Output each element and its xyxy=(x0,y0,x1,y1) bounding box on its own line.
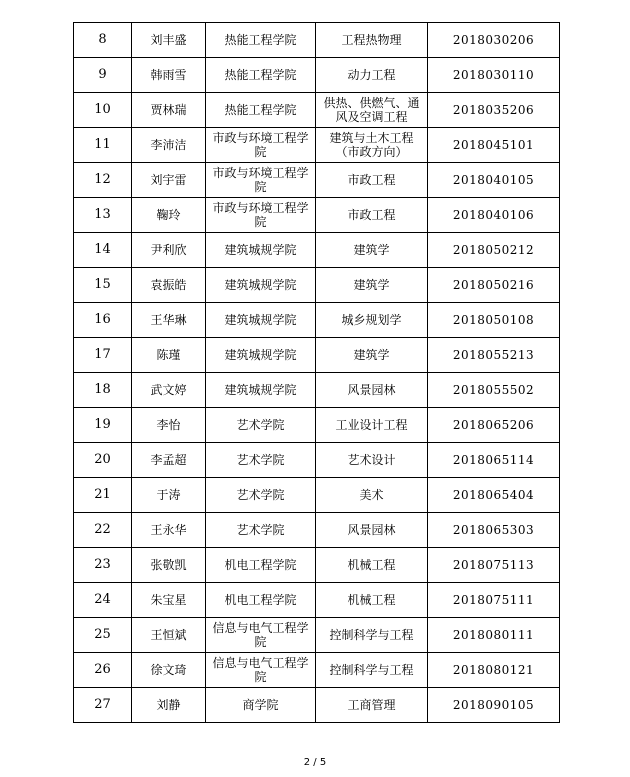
row-number: 24 xyxy=(74,583,132,618)
major-name: 供热、供燃气、通风及空调工程 xyxy=(316,93,428,128)
student-id: 2018035206 xyxy=(428,93,560,128)
major-name: 风景园林 xyxy=(316,513,428,548)
college-name: 建筑城规学院 xyxy=(206,338,316,373)
student-id: 2018090105 xyxy=(428,688,560,723)
table-row xyxy=(74,163,560,198)
table-row xyxy=(74,443,560,478)
student-name: 徐文琦 xyxy=(132,653,206,688)
row-number: 21 xyxy=(74,478,132,513)
major-name: 风景园林 xyxy=(316,373,428,408)
row-number: 12 xyxy=(74,163,132,198)
student-id: 2018075111 xyxy=(428,583,560,618)
college-name: 市政与环境工程学院 xyxy=(206,163,316,198)
major-name: 建筑与土木工程（市政方向） xyxy=(316,128,428,163)
table-row xyxy=(74,653,560,688)
row-number: 8 xyxy=(74,23,132,58)
student-name: 尹利欣 xyxy=(132,233,206,268)
major-name: 工业设计工程 xyxy=(316,408,428,443)
student-id: 2018040106 xyxy=(428,198,560,233)
student-id: 2018065303 xyxy=(428,513,560,548)
student-name: 刘丰盛 xyxy=(132,23,206,58)
student-id: 2018030110 xyxy=(428,58,560,93)
row-number: 26 xyxy=(74,653,132,688)
college-name: 热能工程学院 xyxy=(206,58,316,93)
row-number: 25 xyxy=(74,618,132,653)
table-row xyxy=(74,618,560,653)
table-body xyxy=(74,23,560,723)
major-name: 机械工程 xyxy=(316,583,428,618)
student-list-table xyxy=(73,22,560,723)
row-number: 11 xyxy=(74,128,132,163)
college-name: 艺术学院 xyxy=(206,443,316,478)
major-name: 建筑学 xyxy=(316,233,428,268)
student-name: 鞠玲 xyxy=(132,198,206,233)
major-name: 建筑学 xyxy=(316,268,428,303)
table-row xyxy=(74,233,560,268)
table-row xyxy=(74,478,560,513)
major-name: 艺术设计 xyxy=(316,443,428,478)
college-name: 热能工程学院 xyxy=(206,23,316,58)
student-name: 李沛洁 xyxy=(132,128,206,163)
student-id: 2018075113 xyxy=(428,548,560,583)
major-name: 控制科学与工程 xyxy=(316,618,428,653)
college-name: 信息与电气工程学院 xyxy=(206,618,316,653)
row-number: 13 xyxy=(74,198,132,233)
table-row xyxy=(74,408,560,443)
student-id: 2018045101 xyxy=(428,128,560,163)
student-id: 2018065114 xyxy=(428,443,560,478)
row-number: 15 xyxy=(74,268,132,303)
row-number: 18 xyxy=(74,373,132,408)
table-row xyxy=(74,583,560,618)
table-row xyxy=(74,688,560,723)
row-number: 9 xyxy=(74,58,132,93)
row-number: 19 xyxy=(74,408,132,443)
row-number: 10 xyxy=(74,93,132,128)
table-row xyxy=(74,338,560,373)
student-name: 刘静 xyxy=(132,688,206,723)
row-number: 20 xyxy=(74,443,132,478)
major-name: 动力工程 xyxy=(316,58,428,93)
student-name: 刘宇雷 xyxy=(132,163,206,198)
student-name: 于涛 xyxy=(132,478,206,513)
college-name: 艺术学院 xyxy=(206,513,316,548)
college-name: 建筑城规学院 xyxy=(206,303,316,338)
student-id: 2018050108 xyxy=(428,303,560,338)
major-name: 市政工程 xyxy=(316,198,428,233)
student-id: 2018050216 xyxy=(428,268,560,303)
student-name: 王华琳 xyxy=(132,303,206,338)
table-row xyxy=(74,303,560,338)
student-name: 韩雨雪 xyxy=(132,58,206,93)
table-row xyxy=(74,128,560,163)
college-name: 信息与电气工程学院 xyxy=(206,653,316,688)
student-name: 陈瑾 xyxy=(132,338,206,373)
college-name: 机电工程学院 xyxy=(206,548,316,583)
major-name: 美术 xyxy=(316,478,428,513)
student-name: 朱宝星 xyxy=(132,583,206,618)
table-row xyxy=(74,373,560,408)
student-name: 李怡 xyxy=(132,408,206,443)
student-name: 贾林瑞 xyxy=(132,93,206,128)
major-name: 控制科学与工程 xyxy=(316,653,428,688)
college-name: 商学院 xyxy=(206,688,316,723)
row-number: 27 xyxy=(74,688,132,723)
table-row xyxy=(74,198,560,233)
college-name: 建筑城规学院 xyxy=(206,268,316,303)
major-name: 工程热物理 xyxy=(316,23,428,58)
major-name: 城乡规划学 xyxy=(316,303,428,338)
college-name: 建筑城规学院 xyxy=(206,233,316,268)
student-id: 2018065206 xyxy=(428,408,560,443)
row-number: 23 xyxy=(74,548,132,583)
student-id: 2018080121 xyxy=(428,653,560,688)
student-name: 李孟超 xyxy=(132,443,206,478)
college-name: 艺术学院 xyxy=(206,478,316,513)
college-name: 热能工程学院 xyxy=(206,93,316,128)
college-name: 建筑城规学院 xyxy=(206,373,316,408)
student-name: 武文婷 xyxy=(132,373,206,408)
row-number: 14 xyxy=(74,233,132,268)
table-row xyxy=(74,58,560,93)
table-row xyxy=(74,268,560,303)
student-id: 2018030206 xyxy=(428,23,560,58)
major-name: 建筑学 xyxy=(316,338,428,373)
student-id: 2018055213 xyxy=(428,338,560,373)
student-id: 2018065404 xyxy=(428,478,560,513)
table-row xyxy=(74,548,560,583)
row-number: 17 xyxy=(74,338,132,373)
row-number: 16 xyxy=(74,303,132,338)
row-number: 22 xyxy=(74,513,132,548)
college-name: 市政与环境工程学院 xyxy=(206,198,316,233)
table-row xyxy=(74,23,560,58)
page-indicator: 2 / 5 xyxy=(303,757,327,768)
major-name: 工商管理 xyxy=(316,688,428,723)
table-row xyxy=(74,93,560,128)
college-name: 市政与环境工程学院 xyxy=(206,128,316,163)
college-name: 艺术学院 xyxy=(206,408,316,443)
major-name: 机械工程 xyxy=(316,548,428,583)
student-name: 王永华 xyxy=(132,513,206,548)
student-name: 张敬凯 xyxy=(132,548,206,583)
student-id: 2018080111 xyxy=(428,618,560,653)
student-id: 2018040105 xyxy=(428,163,560,198)
student-id: 2018055502 xyxy=(428,373,560,408)
major-name: 市政工程 xyxy=(316,163,428,198)
table-row xyxy=(74,513,560,548)
college-name: 机电工程学院 xyxy=(206,583,316,618)
student-name: 袁振皓 xyxy=(132,268,206,303)
student-id: 2018050212 xyxy=(428,233,560,268)
student-name: 王恒斌 xyxy=(132,618,206,653)
